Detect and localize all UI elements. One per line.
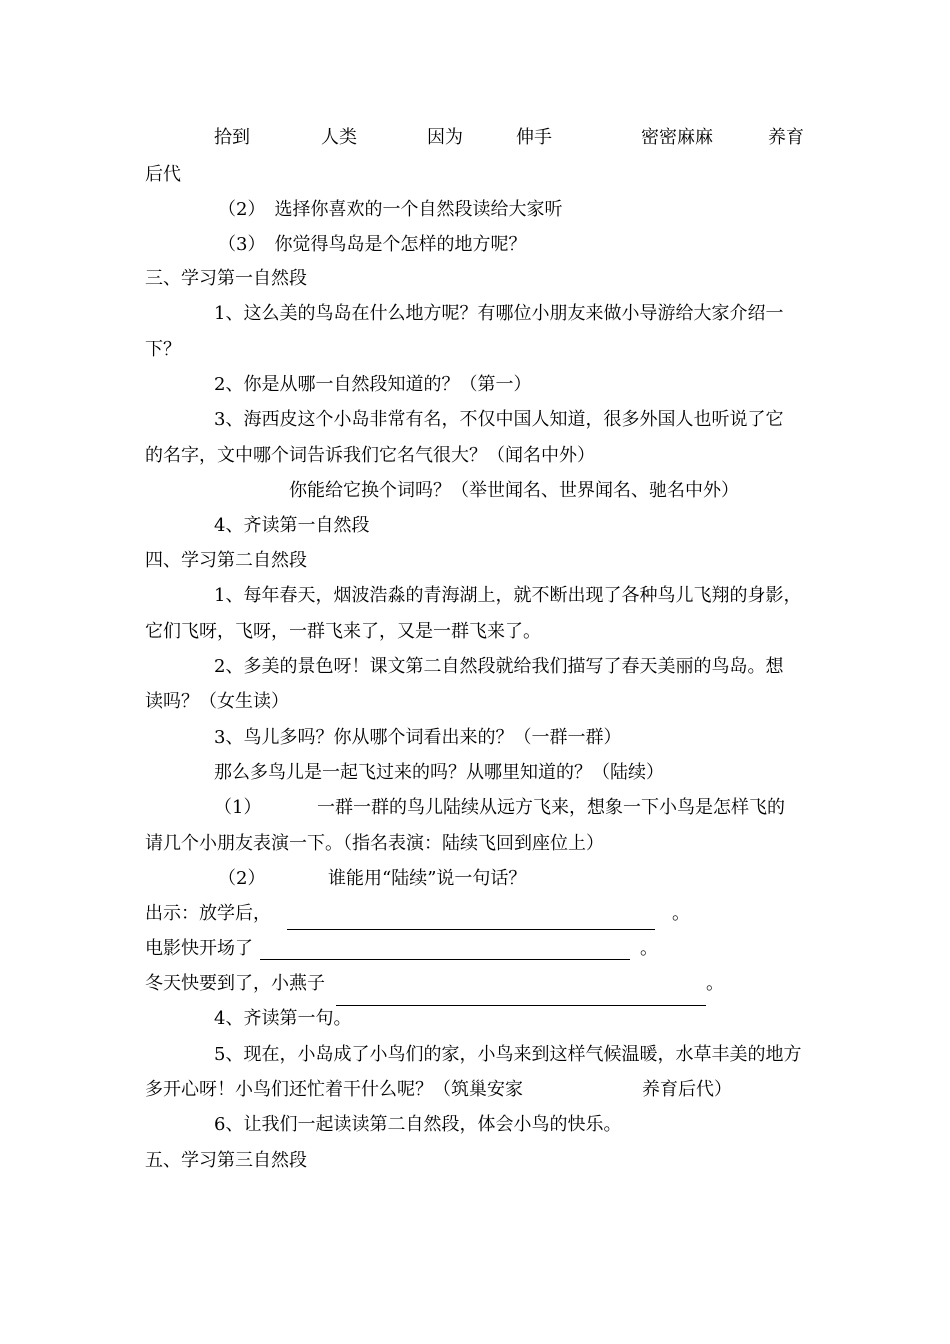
vocab-word: 养育	[768, 127, 804, 148]
section-heading: 四、学习第二自然段	[145, 550, 307, 571]
paragraph: 2、多美的景色呀！课文第二自然段就给我们描写了春天美丽的鸟岛。想	[214, 656, 784, 677]
section-heading: 五、学习第三自然段	[145, 1150, 307, 1171]
paragraph: 那么多鸟儿是一起飞过来的吗？从哪里知道的？（陆续）	[214, 762, 664, 783]
paragraph: 养育后代）	[642, 1079, 732, 1100]
paragraph: 你能给它换个词吗？（举世闻名、世界闻名、驰名中外）	[289, 480, 739, 501]
paragraph: 6、让我们一起读读第二自然段，体会小鸟的快乐。	[214, 1114, 622, 1135]
paragraph: 请几个小朋友表演一下。（指名表演：陆续飞回到座位上）	[145, 833, 604, 854]
blank-line	[260, 959, 630, 960]
sub-item-number: （1）	[214, 797, 262, 818]
vocab-word-wrap: 后代	[145, 164, 181, 185]
exercise-period: 。	[672, 903, 690, 924]
paragraph: 的名字，文中哪个词告诉我们它名气很大？（闻名中外）	[145, 445, 595, 466]
vocab-word: 因为	[427, 127, 463, 148]
vocab-word: 密密麻麻	[641, 127, 713, 148]
paragraph: 5、现在，小岛成了小鸟们的家，小鸟来到这样气候温暖，水草丰美的地方	[214, 1044, 802, 1065]
paragraph: 它们飞呀，飞呀，一群飞来了，又是一群飞来了。	[145, 621, 541, 642]
exercise-prompt: 出示：放学后，	[145, 903, 271, 924]
paragraph: 1、这么美的鸟岛在什么地方呢？有哪位小朋友来做小导游给大家介绍一	[214, 303, 784, 324]
paragraph: 3、海西皮这个小岛非常有名，不仅中国人知道，很多外国人也听说了它	[214, 409, 784, 430]
paragraph: 4、齐读第一句。	[214, 1008, 352, 1029]
blank-line	[287, 929, 655, 930]
paragraph: 一群一群的鸟儿陆续从远方飞来，想象一下小鸟是怎样飞的	[317, 797, 785, 818]
exercise-period: 。	[706, 973, 724, 994]
paragraph: 1、每年春天，烟波浩淼的青海湖上，就不断出现了各种鸟儿飞翔的身影，	[214, 585, 802, 606]
question-2: （2） 选择你喜欢的一个自然段读给大家听	[218, 199, 563, 220]
paragraph: 4、齐读第一自然段	[214, 515, 370, 536]
vocab-word: 人类	[321, 127, 357, 148]
exercise-period: 。	[640, 938, 658, 959]
section-heading: 三、学习第一自然段	[145, 268, 307, 289]
paragraph: 下？	[145, 339, 181, 360]
vocab-word: 拾到	[214, 127, 250, 148]
question-3: （3） 你觉得鸟岛是个怎样的地方呢？	[218, 234, 527, 255]
paragraph: 谁能用“陆续”说一句话？	[328, 868, 527, 889]
sub-item-number: （2）	[218, 868, 266, 889]
exercise-prompt: 电影快开场了	[145, 938, 253, 959]
paragraph: 3、鸟儿多吗？你从哪个词看出来的？（一群一群）	[214, 727, 622, 748]
paragraph: 2、你是从哪一自然段知道的？（第一）	[214, 374, 532, 395]
paragraph: 读吗？（女生读）	[145, 691, 289, 712]
paragraph: 多开心呀！小鸟们还忙着干什么呢？（筑巢安家	[145, 1079, 523, 1100]
vocab-word: 伸手	[516, 127, 552, 148]
exercise-prompt: 冬天快要到了，小燕子	[145, 973, 325, 994]
blank-line	[336, 1005, 706, 1006]
